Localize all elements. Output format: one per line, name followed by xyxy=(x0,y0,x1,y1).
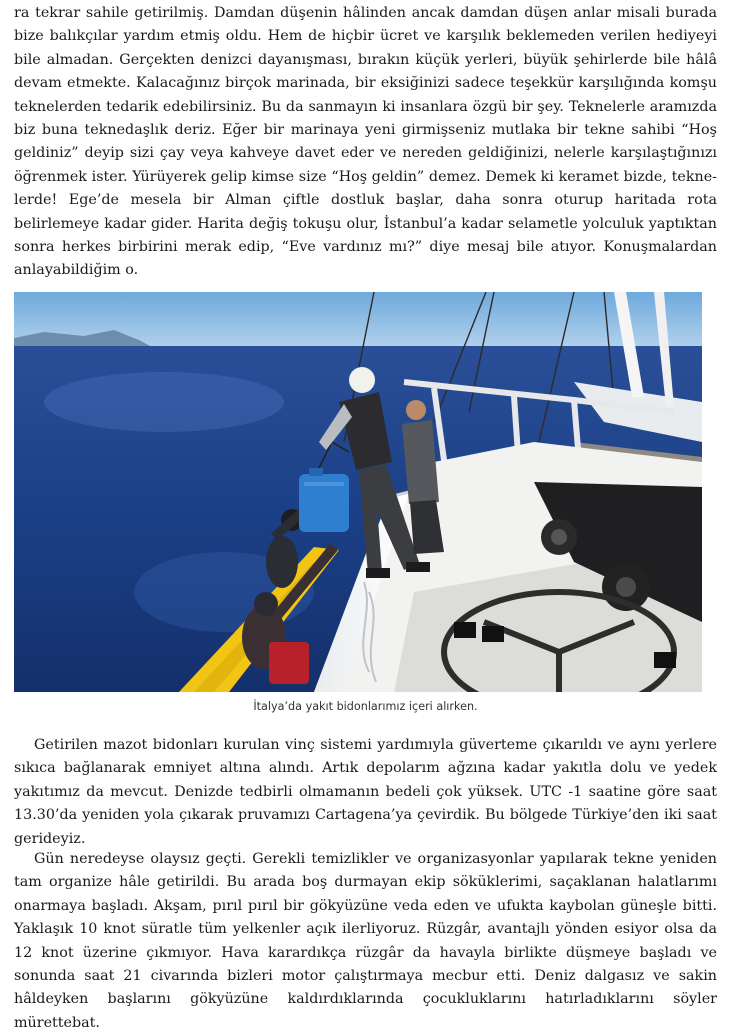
photo-caption: İtalya’da yakıt bidonlarımız içeri alırken. xyxy=(253,700,478,713)
body-paragraph-1: ra tekrar sahile getirilmiş. Damdan düşenin hâlinden ancak damdan düşen anlar misali burada bize balıkçılar yardım etmiş oldu. Hem de hiçbir ücret ve karşılık beklemeden verilen hediyeyi bile almadan. Gerçekten denizci dayanışması, bırakın küçük yerleri, büyük şehirlerde bile hâlâ devam etmekte. Kalacağınız birçok marinada, bir eksiğinizi sadece teşekkür karşılığında komşu teknelerden tedarik edebilirsiniz. Bu da sanmayın ki insanlara özgü bir şey. Teknelerle aramızda biz buna teknedaşlık deriz. Eğer bir marinaya yeni girmişseniz mutlaka bir tekne sahibi “Hoş geldiniz” deyip sizi çay veya kahveye davet eder ve nereden geldiğinizi, nelerle karşılaştığınızı öğrenmek ister. Yürüyerek gelip kimse size “Hoş geldin” demez. Demek ki keramet bizde, teknelerde! Ege’de mesela bir Alman çiftle dostluk başlar, daha sonra oturup haritada rota belirlemeye kadar gider. Harita değiş tokuşu olur, İstanbul’a kadar selametle yolculuk yaptıktan sonra herkes birbirini merak edip, “Eve vardınız mı?” diye mesaj bile atıyor. Konuşmalardan anlayabildiğim o. xyxy=(14,5,717,279)
body-paragraph-3: Gün neredeyse olaysız geçti. Gerekli temizlikler ve organizasyonlar yapılarak tekne yeniden tam organize hâle getirildi. Bu arada boş durmayan ekip söküklerimi, saçaklanan halatlarımı onarmaya başladı. Akşam, pırıl pırıl bir gökyüzüne veda eden ve ufukta kaybolan güneşle bitti. Yaklaşık 10 knot süratle tüm yelkenler açık ilerliyoruz. Rüzgâr, avantajlı yönden esiyor olsa da 12 knot üzerine çıkmıyor. Hava karardıkça rüzgâr da havayla birlikte düşmeye başladı ve sonunda saat 21 civarında bizleri motor çalıştırmaya mecbur etti. Deniz dalgasız ve sakin hâldeyken başlarını gökyüzüne kaldırdıklarında çocukluklarını hatırladıklarını söyler mürettebat. xyxy=(14,851,717,1031)
sailing-photo xyxy=(14,292,702,692)
body-paragraph-2: Getirilen mazot bidonları kurulan vinç sistemi yardımıyla güverteme çıkarıldı ve aynı yerlere sıkıca bağlanarak emniyet altına alındı. Artık depolarım ağzına kadar yakıtla dolu ve yedek yakıtımız da mevcut. Denizde tedbirli olmamanın bedeli çok yüksek. UTC -1 saatine göre saat 13.30’da yeniden yola çıkarak pruvamızı Cartagena’ya çevirdik. Bu bölgede Türkiye’den iki saat gerideyiz. xyxy=(14,737,717,847)
